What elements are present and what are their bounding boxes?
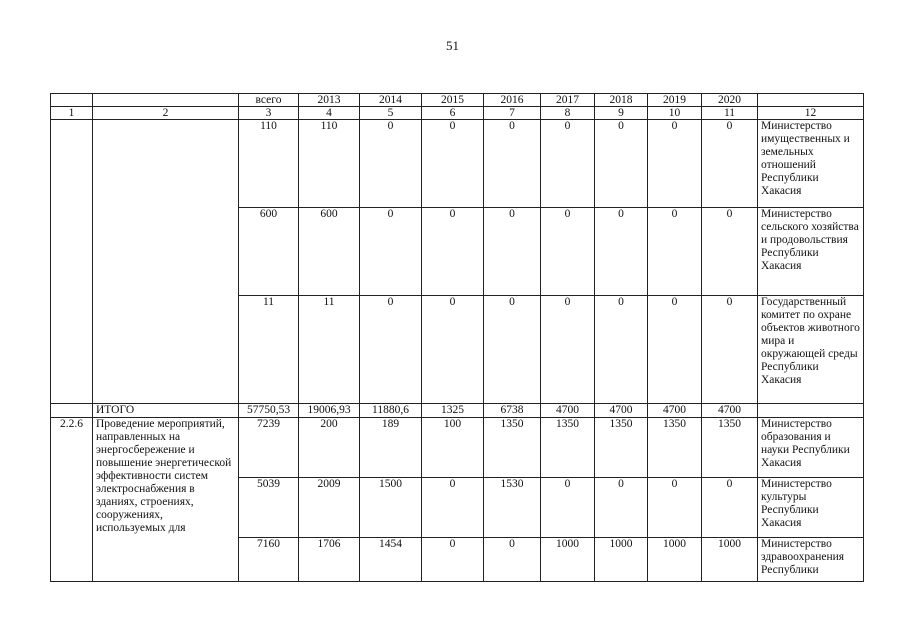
value-cell-10: 1000	[648, 538, 702, 582]
total-value-6: 1325	[422, 404, 484, 418]
total-value-8: 4700	[541, 404, 595, 418]
total-label: ИТОГО	[93, 404, 239, 418]
table-row	[51, 418, 864, 478]
value-cell-8: 0	[541, 296, 595, 404]
value-cell-3: 5039	[239, 478, 299, 538]
column-number-6: 6	[422, 107, 484, 120]
value-cell-5: 0	[360, 120, 422, 208]
column-number-10: 10	[648, 107, 702, 120]
value-cell-7: 1350	[484, 418, 541, 478]
value-cell-6: 0	[422, 296, 484, 404]
value-cell-10: 0	[648, 120, 702, 208]
value-cell-7: 0	[484, 538, 541, 582]
row-number-cell	[51, 120, 93, 404]
value-cell-11: 0	[702, 120, 758, 208]
organization-cell	[758, 404, 864, 418]
header-cell-3: всего	[239, 94, 299, 107]
total-value-9: 4700	[595, 404, 648, 418]
value-cell-5: 0	[360, 296, 422, 404]
value-cell-5: 1500	[360, 478, 422, 538]
value-cell-3: 11	[239, 296, 299, 404]
value-cell-11: 0	[702, 478, 758, 538]
value-cell-11: 1000	[702, 538, 758, 582]
organization-cell: Министерство здравоохранения Республики	[758, 538, 864, 582]
total-value-4: 19006,93	[299, 404, 360, 418]
column-number-5: 5	[360, 107, 422, 120]
row-number-cell	[51, 404, 93, 418]
value-cell-6: 0	[422, 120, 484, 208]
total-value-7: 6738	[484, 404, 541, 418]
value-cell-10: 1350	[648, 418, 702, 478]
value-cell-7: 0	[484, 208, 541, 296]
value-cell-4: 1706	[299, 538, 360, 582]
budget-table	[50, 93, 864, 582]
column-number-12: 12	[758, 107, 864, 120]
value-cell-3: 7239	[239, 418, 299, 478]
header-cell-12	[758, 94, 864, 107]
value-cell-4: 200	[299, 418, 360, 478]
value-cell-3: 7160	[239, 538, 299, 582]
header-cell-9: 2018	[595, 94, 648, 107]
value-cell-10: 0	[648, 478, 702, 538]
value-cell-5: 189	[360, 418, 422, 478]
column-number-1: 1	[51, 107, 93, 120]
value-cell-9: 0	[595, 120, 648, 208]
value-cell-9: 1350	[595, 418, 648, 478]
row-number-cell: 2.2.6	[51, 418, 93, 582]
value-cell-3: 110	[239, 120, 299, 208]
header-cell-6: 2015	[422, 94, 484, 107]
value-cell-7: 1530	[484, 478, 541, 538]
column-number-3: 3	[239, 107, 299, 120]
header-cell-4: 2013	[299, 94, 360, 107]
column-number-row	[51, 107, 864, 120]
column-number-9: 9	[595, 107, 648, 120]
organization-cell: Министерство сельского хозяйства и продовольствия Республики Хакасия	[758, 208, 864, 296]
header-row	[51, 94, 864, 107]
column-number-7: 7	[484, 107, 541, 120]
header-cell-2	[93, 94, 239, 107]
value-cell-8: 0	[541, 478, 595, 538]
value-cell-8: 1350	[541, 418, 595, 478]
value-cell-9: 0	[595, 478, 648, 538]
value-cell-4: 11	[299, 296, 360, 404]
value-cell-11: 1350	[702, 418, 758, 478]
page-number: 51	[446, 38, 459, 53]
header-cell-11: 2020	[702, 94, 758, 107]
header-cell-1	[51, 94, 93, 107]
value-cell-7: 0	[484, 296, 541, 404]
column-number-4: 4	[299, 107, 360, 120]
total-value-10: 4700	[648, 404, 702, 418]
description-cell: Проведение мероприятий, направленных на энергосбережение и повышение энергетической эффективности систем электроснабжения в зданиях, строениях, сооружениях, используемых для	[93, 418, 239, 582]
value-cell-10: 0	[648, 296, 702, 404]
organization-cell: Министерство культуры Республики Хакасия	[758, 478, 864, 538]
organization-cell: Министерство имущественных и земельных отношений Республики Хакасия	[758, 120, 864, 208]
header-cell-5: 2014	[360, 94, 422, 107]
value-cell-10: 0	[648, 208, 702, 296]
value-cell-4: 2009	[299, 478, 360, 538]
value-cell-4: 600	[299, 208, 360, 296]
value-cell-11: 0	[702, 208, 758, 296]
total-row	[51, 404, 864, 418]
value-cell-8: 0	[541, 208, 595, 296]
value-cell-3: 600	[239, 208, 299, 296]
total-value-3: 57750,53	[239, 404, 299, 418]
header-cell-7: 2016	[484, 94, 541, 107]
header-cell-10: 2019	[648, 94, 702, 107]
value-cell-9: 1000	[595, 538, 648, 582]
column-number-2: 2	[93, 107, 239, 120]
column-number-8: 8	[541, 107, 595, 120]
value-cell-9: 0	[595, 208, 648, 296]
organization-cell: Министерство образования и науки Республики Хакасия	[758, 418, 864, 478]
total-value-5: 11880,6	[360, 404, 422, 418]
value-cell-11: 0	[702, 296, 758, 404]
total-value-11: 4700	[702, 404, 758, 418]
table-row	[51, 120, 864, 208]
value-cell-6: 0	[422, 538, 484, 582]
column-number-11: 11	[702, 107, 758, 120]
value-cell-4: 110	[299, 120, 360, 208]
header-cell-8: 2017	[541, 94, 595, 107]
value-cell-6: 0	[422, 478, 484, 538]
value-cell-6: 100	[422, 418, 484, 478]
description-cell	[93, 120, 239, 404]
organization-cell: Государственный комитет по охране объектов животного мира и окружающей среды Республики Хакасия	[758, 296, 864, 404]
value-cell-5: 1454	[360, 538, 422, 582]
value-cell-6: 0	[422, 208, 484, 296]
value-cell-9: 0	[595, 296, 648, 404]
value-cell-7: 0	[484, 120, 541, 208]
value-cell-5: 0	[360, 208, 422, 296]
value-cell-8: 1000	[541, 538, 595, 582]
value-cell-8: 0	[541, 120, 595, 208]
